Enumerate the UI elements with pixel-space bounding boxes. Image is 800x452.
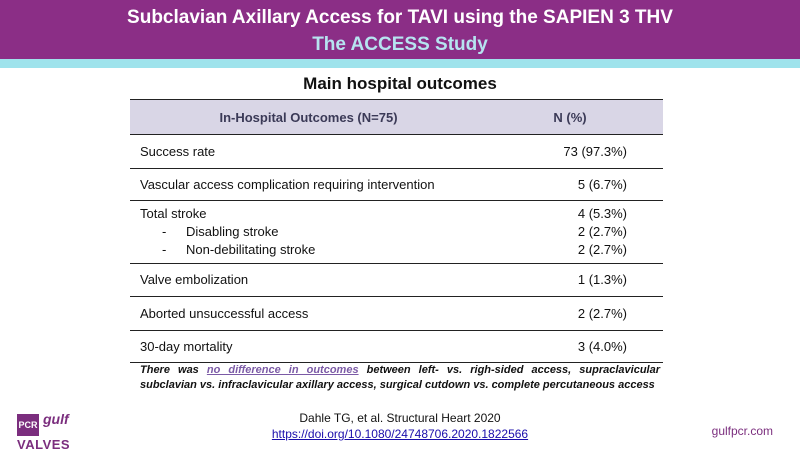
table-row bbox=[130, 331, 663, 363]
outcome-label: Aborted unsuccessful access bbox=[130, 297, 477, 331]
outcome-label: Valve embolization bbox=[130, 264, 477, 297]
outcomes-table bbox=[130, 99, 663, 363]
sub-outcome-value: 2 (2.7%) bbox=[577, 224, 627, 239]
outcome-label: Vascular access complication requiring intervention bbox=[130, 169, 477, 201]
table-row bbox=[130, 297, 663, 331]
pcr-logo-mark: PCR bbox=[17, 414, 39, 436]
outcome-label: 30-day mortality bbox=[130, 331, 477, 363]
slide-subtitle: The ACCESS Study bbox=[312, 34, 488, 55]
accent-stripe bbox=[0, 59, 800, 68]
gulf-pcr-valves-logo bbox=[17, 411, 127, 452]
logo-valves-text: VALVES bbox=[17, 437, 71, 452]
outcome-value-group bbox=[477, 201, 663, 264]
column-header-n-percent: N (%) bbox=[477, 100, 663, 135]
outcome-label-group bbox=[130, 201, 477, 264]
outcome-value: 4 (5.3%) bbox=[577, 206, 627, 221]
table-row bbox=[130, 264, 663, 297]
sub-outcome-value: 2 (2.7%) bbox=[577, 242, 627, 257]
title-banner bbox=[0, 0, 800, 59]
section-title: Main hospital outcomes bbox=[303, 74, 497, 93]
conclusion-note bbox=[140, 363, 660, 393]
note-prefix: There was bbox=[140, 364, 207, 376]
table-row bbox=[130, 201, 663, 264]
slide-title: Subclavian Axillary Access for TAVI using the SAPIEN 3 THV bbox=[127, 7, 673, 28]
table-header-row bbox=[130, 100, 663, 135]
site-url: gulfpcr.com bbox=[711, 424, 773, 438]
citation-authors: Dahle TG, et al. Structural Heart 2020 bbox=[299, 411, 501, 425]
outcome-value: 2 (2.7%) bbox=[477, 297, 663, 331]
sub-outcome-label: Disabling stroke bbox=[186, 224, 279, 239]
outcome-value: 1 (1.3%) bbox=[477, 264, 663, 297]
table-row bbox=[130, 169, 663, 201]
outcome-label: Success rate bbox=[130, 135, 477, 169]
outcome-value: 3 (4.0%) bbox=[477, 331, 663, 363]
sub-outcome: - Disabling stroke bbox=[162, 224, 279, 239]
outcome-label: Total stroke bbox=[140, 206, 207, 221]
note-highlight: no difference in outcomes bbox=[206, 364, 359, 376]
column-header-outcome: In-Hospital Outcomes (N=75) bbox=[130, 100, 477, 135]
outcome-value: 5 (6.7%) bbox=[477, 169, 663, 201]
outcome-value: 73 (97.3%) bbox=[477, 135, 663, 169]
logo-gulf-text: gulf bbox=[43, 411, 69, 427]
doi-link[interactable]: https://doi.org/10.1080/24748706.2020.1822566 bbox=[271, 427, 529, 441]
table-row bbox=[130, 135, 663, 169]
sub-outcome-label: Non-debilitating stroke bbox=[186, 242, 316, 257]
sub-outcome: - Non-debilitating stroke bbox=[162, 242, 316, 257]
note-suffix: between left- vs. righ-sided access, supraclavicular subclavian vs. infraclavicular axillary access, surgical cutdown vs. complete percutaneous access bbox=[140, 364, 660, 391]
